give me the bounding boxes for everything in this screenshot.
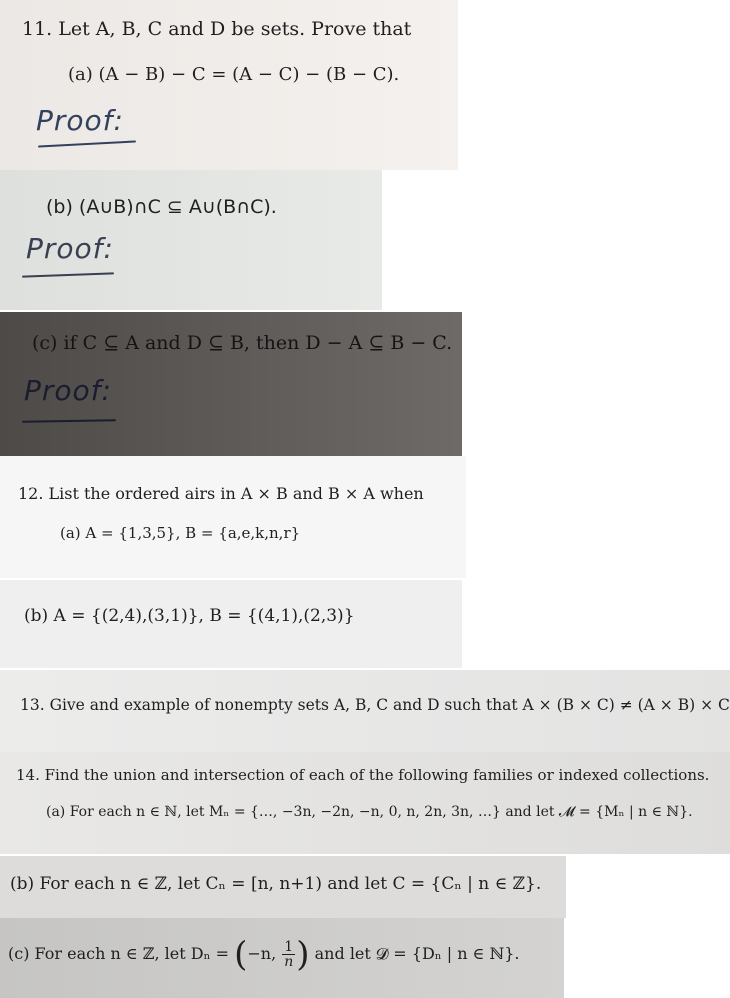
q14-part-c — [8, 934, 519, 974]
q14-c-prefix: (c) For each n ∈ ℤ, let Dₙ = — [8, 944, 229, 963]
photo-strip-q12b — [0, 580, 462, 668]
proof-label-a: Proof: — [36, 104, 124, 137]
photo-strip-q11a — [0, 0, 458, 170]
q12-part-b: (b) A = {(2,4),(3,1)}, B = {(4,1),(2,3)} — [24, 606, 355, 626]
photo-strip-q14b — [0, 856, 566, 918]
proof-underline-a — [38, 140, 136, 147]
q11-part-c: (c) if C ⊆ A and D ⊆ B, then D − A ⊆ B − C. — [32, 332, 453, 354]
proof-underline-b — [22, 272, 114, 277]
left-paren: ( — [234, 934, 248, 975]
q11-part-a: (a) (A − B) − C = (A − C) − (B − C). — [68, 64, 400, 85]
fraction-one-over-n — [282, 940, 295, 969]
photo-strip-q11c — [0, 312, 462, 456]
q14-c-mid: −n, — [247, 944, 277, 963]
right-paren: ) — [296, 934, 310, 975]
proof-label-c: Proof: — [24, 374, 112, 407]
photo-strip-q14c — [0, 918, 564, 998]
photo-strip-q14a — [0, 752, 730, 854]
fraction-numerator: 1 — [282, 940, 295, 955]
q12-stem: 12. List the ordered airs in A × B and B × A when — [18, 484, 424, 503]
q13-stem: 13. Give and example of nonempty sets A, B, C and D such that A × (B × C) ≠ (A × B) × C — [20, 696, 730, 714]
q11-part-b: (b) (A∪B)∩C ⊆ A∪(B∩C). — [46, 196, 277, 218]
photo-strip-q11b — [0, 170, 382, 310]
q14-part-b: (b) For each n ∈ ℤ, let Cₙ = [n, n+1) and let C = {Cₙ | n ∈ ℤ}. — [10, 874, 542, 894]
q11-stem: 11. Let A, B, C and D be sets. Prove that — [22, 18, 412, 40]
q14-part-a: (a) For each n ∈ ℕ, let Mₙ = {…, −3n, −2n, −n, 0, n, 2n, 3n, …} and let 𝓜 = {Mₙ | n ∈ ℕ}. — [46, 804, 693, 820]
proof-label-b: Proof: — [26, 232, 114, 265]
proof-underline-c — [22, 419, 116, 423]
photo-strip-q12a — [0, 456, 466, 578]
fraction-denominator: n — [284, 954, 294, 970]
q14-c-suffix: and let 𝓓 = {Dₙ | n ∈ ℕ}. — [314, 944, 520, 963]
q12-part-a: (a) A = {1,3,5}, B = {a,e,k,n,r} — [60, 524, 301, 542]
photo-strip-q13 — [0, 670, 730, 752]
q14-stem: 14. Find the union and intersection of each of the following families or indexed collections. — [16, 766, 710, 784]
